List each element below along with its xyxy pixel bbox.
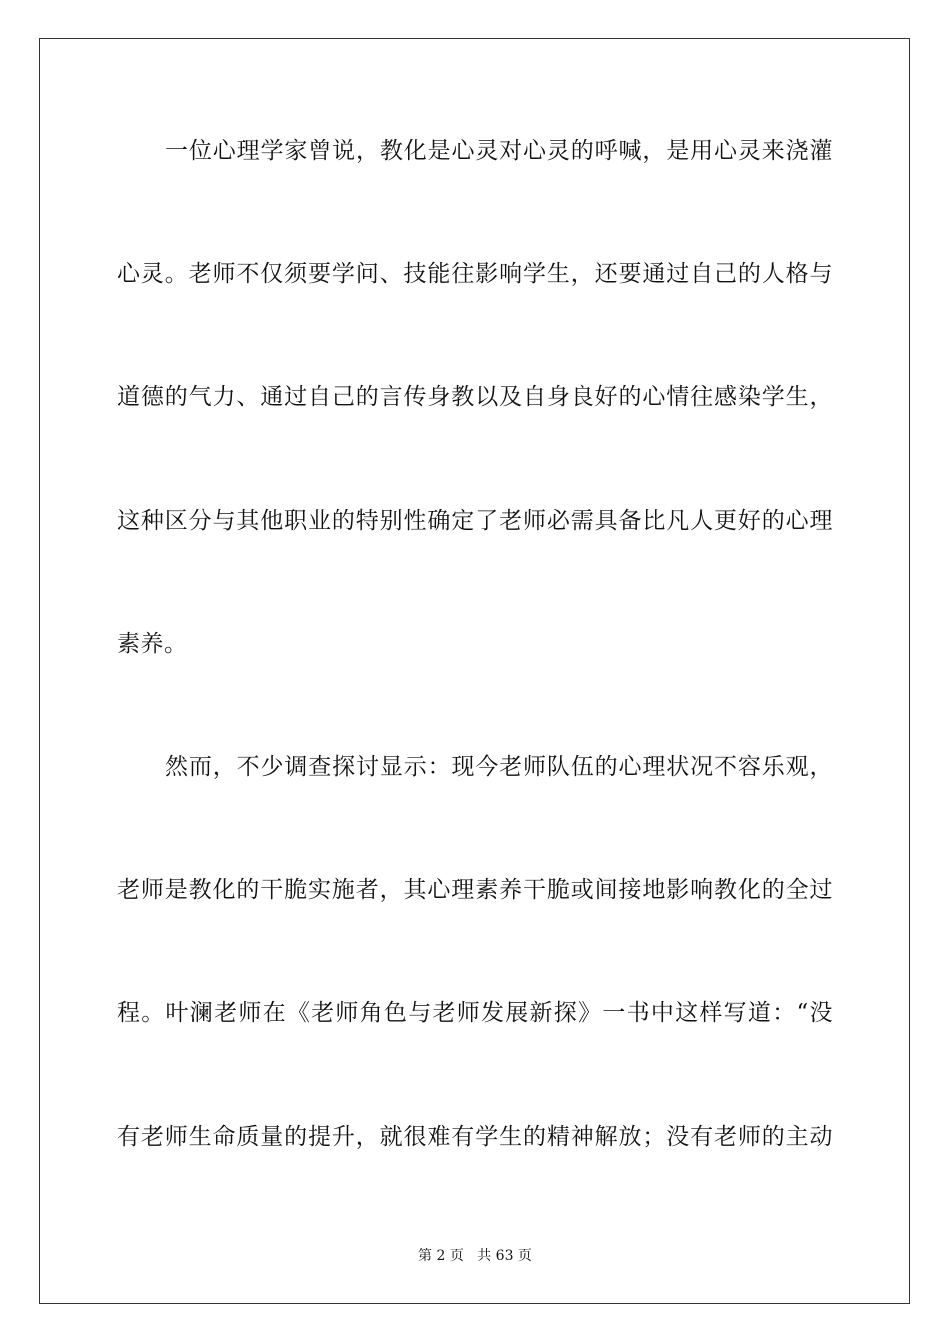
paragraph-1-line-4: 这种区分与其他职业的特别性确定了老师必需具备比凡人更好的心理 [117, 508, 833, 534]
paragraph-1-line-5: 素养。 [117, 631, 188, 657]
page-border [39, 38, 910, 1304]
paragraph-2-line-4: 有老师生命质量的提升，就很难有学生的精神解放；没有老师的主动 [117, 1124, 833, 1150]
page-total: 共 63 页 [477, 1248, 532, 1264]
paragraph-1-line-2: 心灵。老师不仅须要学问、技能往影响学生，还要通过自己的人格与 [117, 261, 833, 287]
paragraph-1-line-3: 道德的气力、通过自己的言传身教以及自身良好的心情往感染学生， [117, 384, 833, 410]
page-number: 第 2 页 [418, 1248, 464, 1264]
paragraph-2-line-1: 然而，不少调查探讨显示：现今老师队伍的心理状况不容乐观， [165, 754, 833, 780]
page-footer [0, 1247, 950, 1265]
paragraph-2-line-3: 程。叶澜老师在《老师角色与老师发展新探》一书中这样写道：“没 [117, 1000, 833, 1026]
paragraph-2-line-2: 老师是教化的干脆实施者，其心理素养干脆或间接地影响教化的全过 [117, 877, 833, 903]
paragraph-1-line-1: 一位心理学家曾说，教化是心灵对心灵的呼喊，是用心灵来浇灌 [165, 138, 833, 164]
